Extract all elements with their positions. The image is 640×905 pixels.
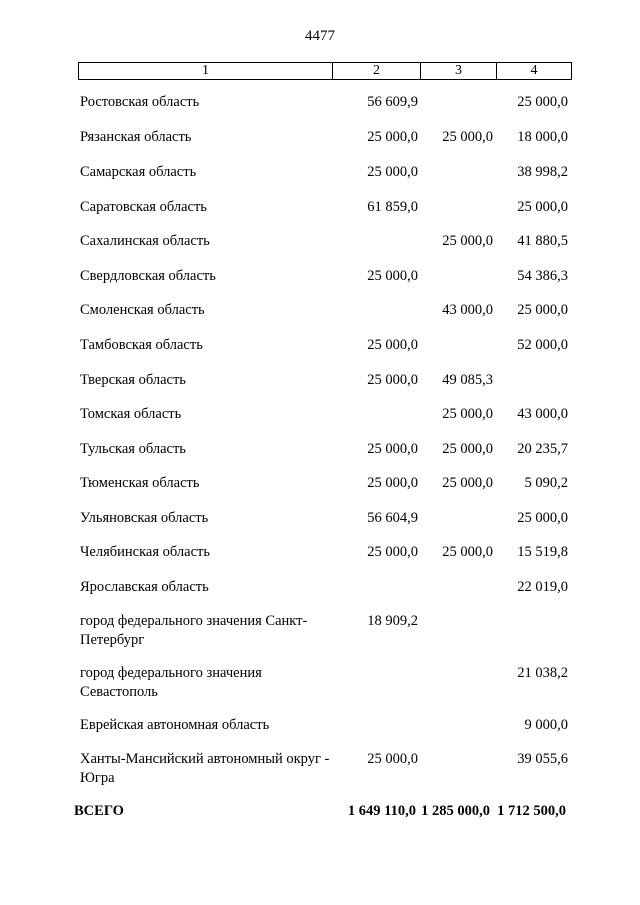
value-col-2: 25 000,0 [367,164,418,180]
value-col-4: 15 519,8 [517,544,568,560]
region-name: Саратовская область [80,199,207,215]
value-col-3: 25 000,0 [442,233,493,249]
value-col-3: 25 000,0 [442,544,493,560]
region-name: город федерального значения Севастополь [80,665,262,700]
region-name: Тверская область [80,372,186,388]
region-name: Сахалинская область [80,233,210,249]
value-col-4: 20 235,7 [517,441,568,457]
total-col-4: 1 712 500,0 [497,803,566,819]
value-col-4: 25 000,0 [517,94,568,110]
region-name: Челябинская область [80,544,210,560]
value-col-4: 54 386,3 [517,268,568,284]
value-col-4: 39 055,6 [517,751,568,767]
value-col-2: 56 604,9 [367,510,418,526]
value-col-4: 43 000,0 [517,406,568,422]
header-col-4: 4 [530,63,538,78]
value-col-3: 25 000,0 [442,475,493,491]
value-col-4: 9 000,0 [524,717,568,733]
value-col-2: 25 000,0 [367,268,418,284]
value-col-4: 18 000,0 [517,129,568,145]
region-name: Тульская область [80,441,186,457]
value-col-2: 61 859,0 [367,199,418,215]
total-col-3: 1 285 000,0 [421,803,490,819]
value-col-4: 22 019,0 [517,579,568,595]
region-name: Ярославская область [80,579,209,595]
region-name: Самарская область [80,164,197,180]
region-name: Томская область [80,406,182,422]
region-name: город федерального значения Санкт-Петербург [80,613,308,648]
region-name: Смоленская область [80,302,205,318]
region-name: Ростовская область [80,94,200,110]
page-number: 4477 [305,28,335,44]
value-col-3: 25 000,0 [442,441,493,457]
value-col-2: 25 000,0 [367,475,418,491]
region-name: Рязанская область [80,129,192,145]
region-name: Ханты-Мансийский автономный округ - Югра [80,751,330,786]
value-col-4: 21 038,2 [517,665,568,681]
value-col-3: 49 085,3 [442,372,493,388]
value-col-4: 5 090,2 [524,475,568,491]
value-col-4: 41 880,5 [517,233,568,249]
region-name: Тамбовская область [80,337,203,353]
value-col-2: 25 000,0 [367,751,418,767]
value-col-4: 25 000,0 [517,199,568,215]
total-col-2: 1 649 110,0 [347,803,416,819]
value-col-2: 25 000,0 [367,337,418,353]
value-col-2: 25 000,0 [367,129,418,145]
value-col-3: 25 000,0 [442,406,493,422]
value-col-2: 56 609,9 [367,94,418,110]
region-name: Свердловская область [80,268,216,284]
table-header [78,62,572,80]
value-col-4: 38 998,2 [517,164,568,180]
value-col-2: 25 000,0 [367,544,418,560]
header-col-3: 3 [421,63,497,79]
value-col-4: 25 000,0 [517,510,568,526]
value-col-3: 43 000,0 [442,302,493,318]
region-name: Ульяновская область [80,510,209,526]
header-col-1: 1 [79,63,333,79]
value-col-2: 18 909,2 [367,613,418,629]
total-label: ВСЕГО [74,803,124,819]
region-name: Тюменская область [80,475,200,491]
value-col-2: 25 000,0 [367,441,418,457]
header-col-2: 2 [333,63,421,79]
region-name: Еврейская автономная область [80,717,270,733]
value-col-3: 25 000,0 [442,129,493,145]
value-col-4: 52 000,0 [517,337,568,353]
value-col-4: 25 000,0 [517,302,568,318]
value-col-2: 25 000,0 [367,372,418,388]
